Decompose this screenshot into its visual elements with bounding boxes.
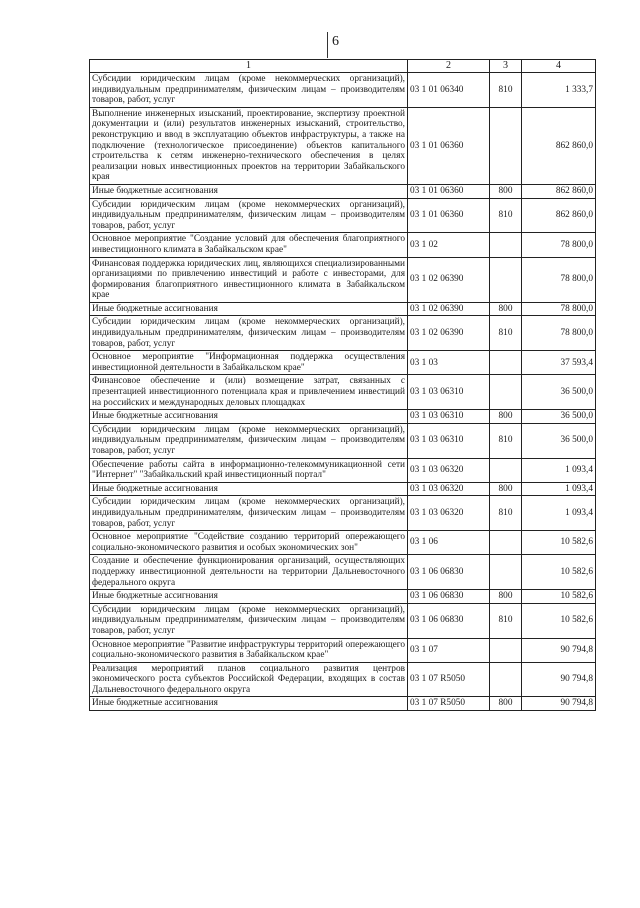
cell-type bbox=[490, 531, 522, 555]
cell-name: Субсидии юридическим лицам (кроме некоммерческих организаций), индивидуальным предпринимателям, физическим лицам – производителям товаров, работ, услуг bbox=[90, 316, 408, 351]
table-row bbox=[90, 496, 596, 531]
cell-name: Выполнение инженерных изысканий, проектирование, экспертизу проектной документации и (или) результатов инженерных изысканий, строительство, реконструкцию и ввод в эксплуатацию объектов инфраструктуры, а также на подключение (технологическое присоединение) объектов капитального строительства к сетям инженерно-технического обеспечения в целях реализации новых инвестиционных проектов на территории Забайкальского края bbox=[90, 107, 408, 184]
cell-code: 03 1 03 06320 bbox=[408, 482, 490, 496]
cell-amount: 862 860,0 bbox=[522, 184, 596, 198]
cell-type: 800 bbox=[490, 482, 522, 496]
table-row bbox=[90, 603, 596, 638]
cell-type bbox=[490, 351, 522, 375]
cell-code: 03 1 03 06310 bbox=[408, 423, 490, 458]
table-row bbox=[90, 184, 596, 198]
cell-type: 810 bbox=[490, 73, 522, 108]
cell-type bbox=[490, 638, 522, 662]
page-number: 6 bbox=[332, 34, 339, 49]
cell-amount: 36 500,0 bbox=[522, 410, 596, 424]
cell-code: 03 1 02 06390 bbox=[408, 257, 490, 302]
header-col-code: 2 bbox=[408, 60, 490, 73]
cell-code: 03 1 01 06360 bbox=[408, 107, 490, 184]
cell-amount: 90 794,8 bbox=[522, 638, 596, 662]
table-row bbox=[90, 302, 596, 316]
cell-type: 810 bbox=[490, 603, 522, 638]
cell-name: Иные бюджетные ассигнования bbox=[90, 697, 408, 711]
cell-name: Субсидии юридическим лицам (кроме некоммерческих организаций), индивидуальным предпринимателям, физическим лицам – производителям товаров, работ, услуг bbox=[90, 496, 408, 531]
cell-name: Обеспечение работы сайта в информационно-телекоммуникационной сети "Интернет" "Забайкальский край инвестиционный портал" bbox=[90, 458, 408, 482]
table-row bbox=[90, 351, 596, 375]
cell-code: 03 1 03 06310 bbox=[408, 375, 490, 410]
table-row bbox=[90, 531, 596, 555]
cell-code: 03 1 07 bbox=[408, 638, 490, 662]
cell-amount: 10 582,6 bbox=[522, 603, 596, 638]
cell-name: Реализация мероприятий планов социального развития центров экономического роста субъектов Российской Федерации, входящих в состав Дальневосточного федерального округа bbox=[90, 662, 408, 697]
page-mark bbox=[327, 32, 328, 58]
cell-code: 03 1 03 06310 bbox=[408, 410, 490, 424]
cell-type: 800 bbox=[490, 302, 522, 316]
cell-name: Субсидии юридическим лицам (кроме некоммерческих организаций), индивидуальным предпринимателям, физическим лицам – производителям товаров, работ, услуг bbox=[90, 198, 408, 233]
table-row bbox=[90, 662, 596, 697]
cell-type: 800 bbox=[490, 184, 522, 198]
cell-code: 03 1 02 bbox=[408, 233, 490, 257]
header-col-name: 1 bbox=[90, 60, 408, 73]
cell-code: 03 1 03 06320 bbox=[408, 458, 490, 482]
cell-name: Иные бюджетные ассигнования bbox=[90, 302, 408, 316]
cell-amount: 10 582,6 bbox=[522, 555, 596, 590]
cell-name: Основное мероприятие "Информационная поддержка осуществления инвестиционной деятельности в Забайкальском крае" bbox=[90, 351, 408, 375]
cell-name: Субсидии юридическим лицам (кроме некоммерческих организаций), индивидуальным предпринимателям, физическим лицам – производителям товаров, работ, услуг bbox=[90, 73, 408, 108]
cell-name: Иные бюджетные ассигнования bbox=[90, 482, 408, 496]
cell-type: 810 bbox=[490, 198, 522, 233]
cell-type: 810 bbox=[490, 423, 522, 458]
cell-amount: 1 333,7 bbox=[522, 73, 596, 108]
cell-name: Финансовая поддержка юридических лиц, являющихся специализированными организациями по привлечению инвестиций и работе с инвесторами, для формирования благоприятного инвестиционного климата в Забайкальском крае bbox=[90, 257, 408, 302]
table-row bbox=[90, 423, 596, 458]
cell-code: 03 1 06 06830 bbox=[408, 555, 490, 590]
header-col-amount: 4 bbox=[522, 60, 596, 73]
cell-type: 810 bbox=[490, 316, 522, 351]
table-row bbox=[90, 410, 596, 424]
cell-code: 03 1 07 R5050 bbox=[408, 697, 490, 711]
cell-name: Создание и обеспечение функционирования организаций, осуществляющих поддержку инвестиционной деятельности на территории Дальневосточного федерального округа bbox=[90, 555, 408, 590]
table-row bbox=[90, 482, 596, 496]
table-row bbox=[90, 198, 596, 233]
cell-name: Финансовое обеспечение и (или) возмещение затрат, связанных с презентацией инвестиционного потенциала края и привлечением инвестиций на российских и международных деловых площадках bbox=[90, 375, 408, 410]
cell-type bbox=[490, 257, 522, 302]
table-row bbox=[90, 233, 596, 257]
cell-code: 03 1 03 bbox=[408, 351, 490, 375]
cell-amount: 1 093,4 bbox=[522, 496, 596, 531]
cell-amount: 862 860,0 bbox=[522, 107, 596, 184]
cell-amount: 10 582,6 bbox=[522, 590, 596, 604]
table-row bbox=[90, 590, 596, 604]
cell-name: Основное мероприятие "Создание условий для обеспечения благоприятного инвестиционного климата в Забайкальском крае" bbox=[90, 233, 408, 257]
cell-amount: 78 800,0 bbox=[522, 302, 596, 316]
cell-code: 03 1 02 06390 bbox=[408, 316, 490, 351]
table-row bbox=[90, 107, 596, 184]
cell-code: 03 1 07 R5050 bbox=[408, 662, 490, 697]
table-row bbox=[90, 73, 596, 108]
cell-name: Основное мероприятие "Содействие созданию территорий опережающего социально-экономического развития и особых экономических зон" bbox=[90, 531, 408, 555]
cell-amount: 78 800,0 bbox=[522, 233, 596, 257]
cell-type: 800 bbox=[490, 410, 522, 424]
table-row bbox=[90, 375, 596, 410]
cell-code: 03 1 03 06320 bbox=[408, 496, 490, 531]
cell-code: 03 1 01 06360 bbox=[408, 184, 490, 198]
cell-type bbox=[490, 107, 522, 184]
cell-type bbox=[490, 662, 522, 697]
cell-amount: 90 794,8 bbox=[522, 662, 596, 697]
cell-type: 800 bbox=[490, 590, 522, 604]
cell-type: 800 bbox=[490, 697, 522, 711]
cell-amount: 862 860,0 bbox=[522, 198, 596, 233]
cell-name: Субсидии юридическим лицам (кроме некоммерческих организаций), индивидуальным предпринимателям, физическим лицам – производителям товаров, работ, услуг bbox=[90, 603, 408, 638]
cell-amount: 78 800,0 bbox=[522, 257, 596, 302]
cell-name: Субсидии юридическим лицам (кроме некоммерческих организаций), индивидуальным предпринимателям, физическим лицам – производителям товаров, работ, услуг bbox=[90, 423, 408, 458]
budget-table bbox=[89, 59, 596, 711]
table-header-row bbox=[90, 60, 596, 73]
cell-type bbox=[490, 555, 522, 590]
table-row bbox=[90, 316, 596, 351]
cell-code: 03 1 06 bbox=[408, 531, 490, 555]
table-row bbox=[90, 458, 596, 482]
cell-amount: 37 593,4 bbox=[522, 351, 596, 375]
cell-amount: 10 582,6 bbox=[522, 531, 596, 555]
cell-amount: 1 093,4 bbox=[522, 458, 596, 482]
header-col-type: 3 bbox=[490, 60, 522, 73]
cell-code: 03 1 06 06830 bbox=[408, 603, 490, 638]
cell-name: Иные бюджетные ассигнования bbox=[90, 410, 408, 424]
cell-code: 03 1 01 06360 bbox=[408, 198, 490, 233]
table-row bbox=[90, 555, 596, 590]
table-row bbox=[90, 697, 596, 711]
cell-type: 810 bbox=[490, 496, 522, 531]
cell-name: Иные бюджетные ассигнования bbox=[90, 184, 408, 198]
cell-code: 03 1 02 06390 bbox=[408, 302, 490, 316]
cell-amount: 36 500,0 bbox=[522, 375, 596, 410]
cell-amount: 36 500,0 bbox=[522, 423, 596, 458]
cell-type bbox=[490, 233, 522, 257]
cell-type bbox=[490, 375, 522, 410]
cell-amount: 1 093,4 bbox=[522, 482, 596, 496]
cell-type bbox=[490, 458, 522, 482]
cell-amount: 78 800,0 bbox=[522, 316, 596, 351]
table-row bbox=[90, 638, 596, 662]
cell-code: 03 1 06 06830 bbox=[408, 590, 490, 604]
cell-name: Иные бюджетные ассигнования bbox=[90, 590, 408, 604]
cell-amount: 90 794,8 bbox=[522, 697, 596, 711]
table-row bbox=[90, 257, 596, 302]
cell-code: 03 1 01 06340 bbox=[408, 73, 490, 108]
cell-name: Основное мероприятие "Развитие инфраструктуры территорий опережающего социально-экономического развития в Забайкальском крае" bbox=[90, 638, 408, 662]
